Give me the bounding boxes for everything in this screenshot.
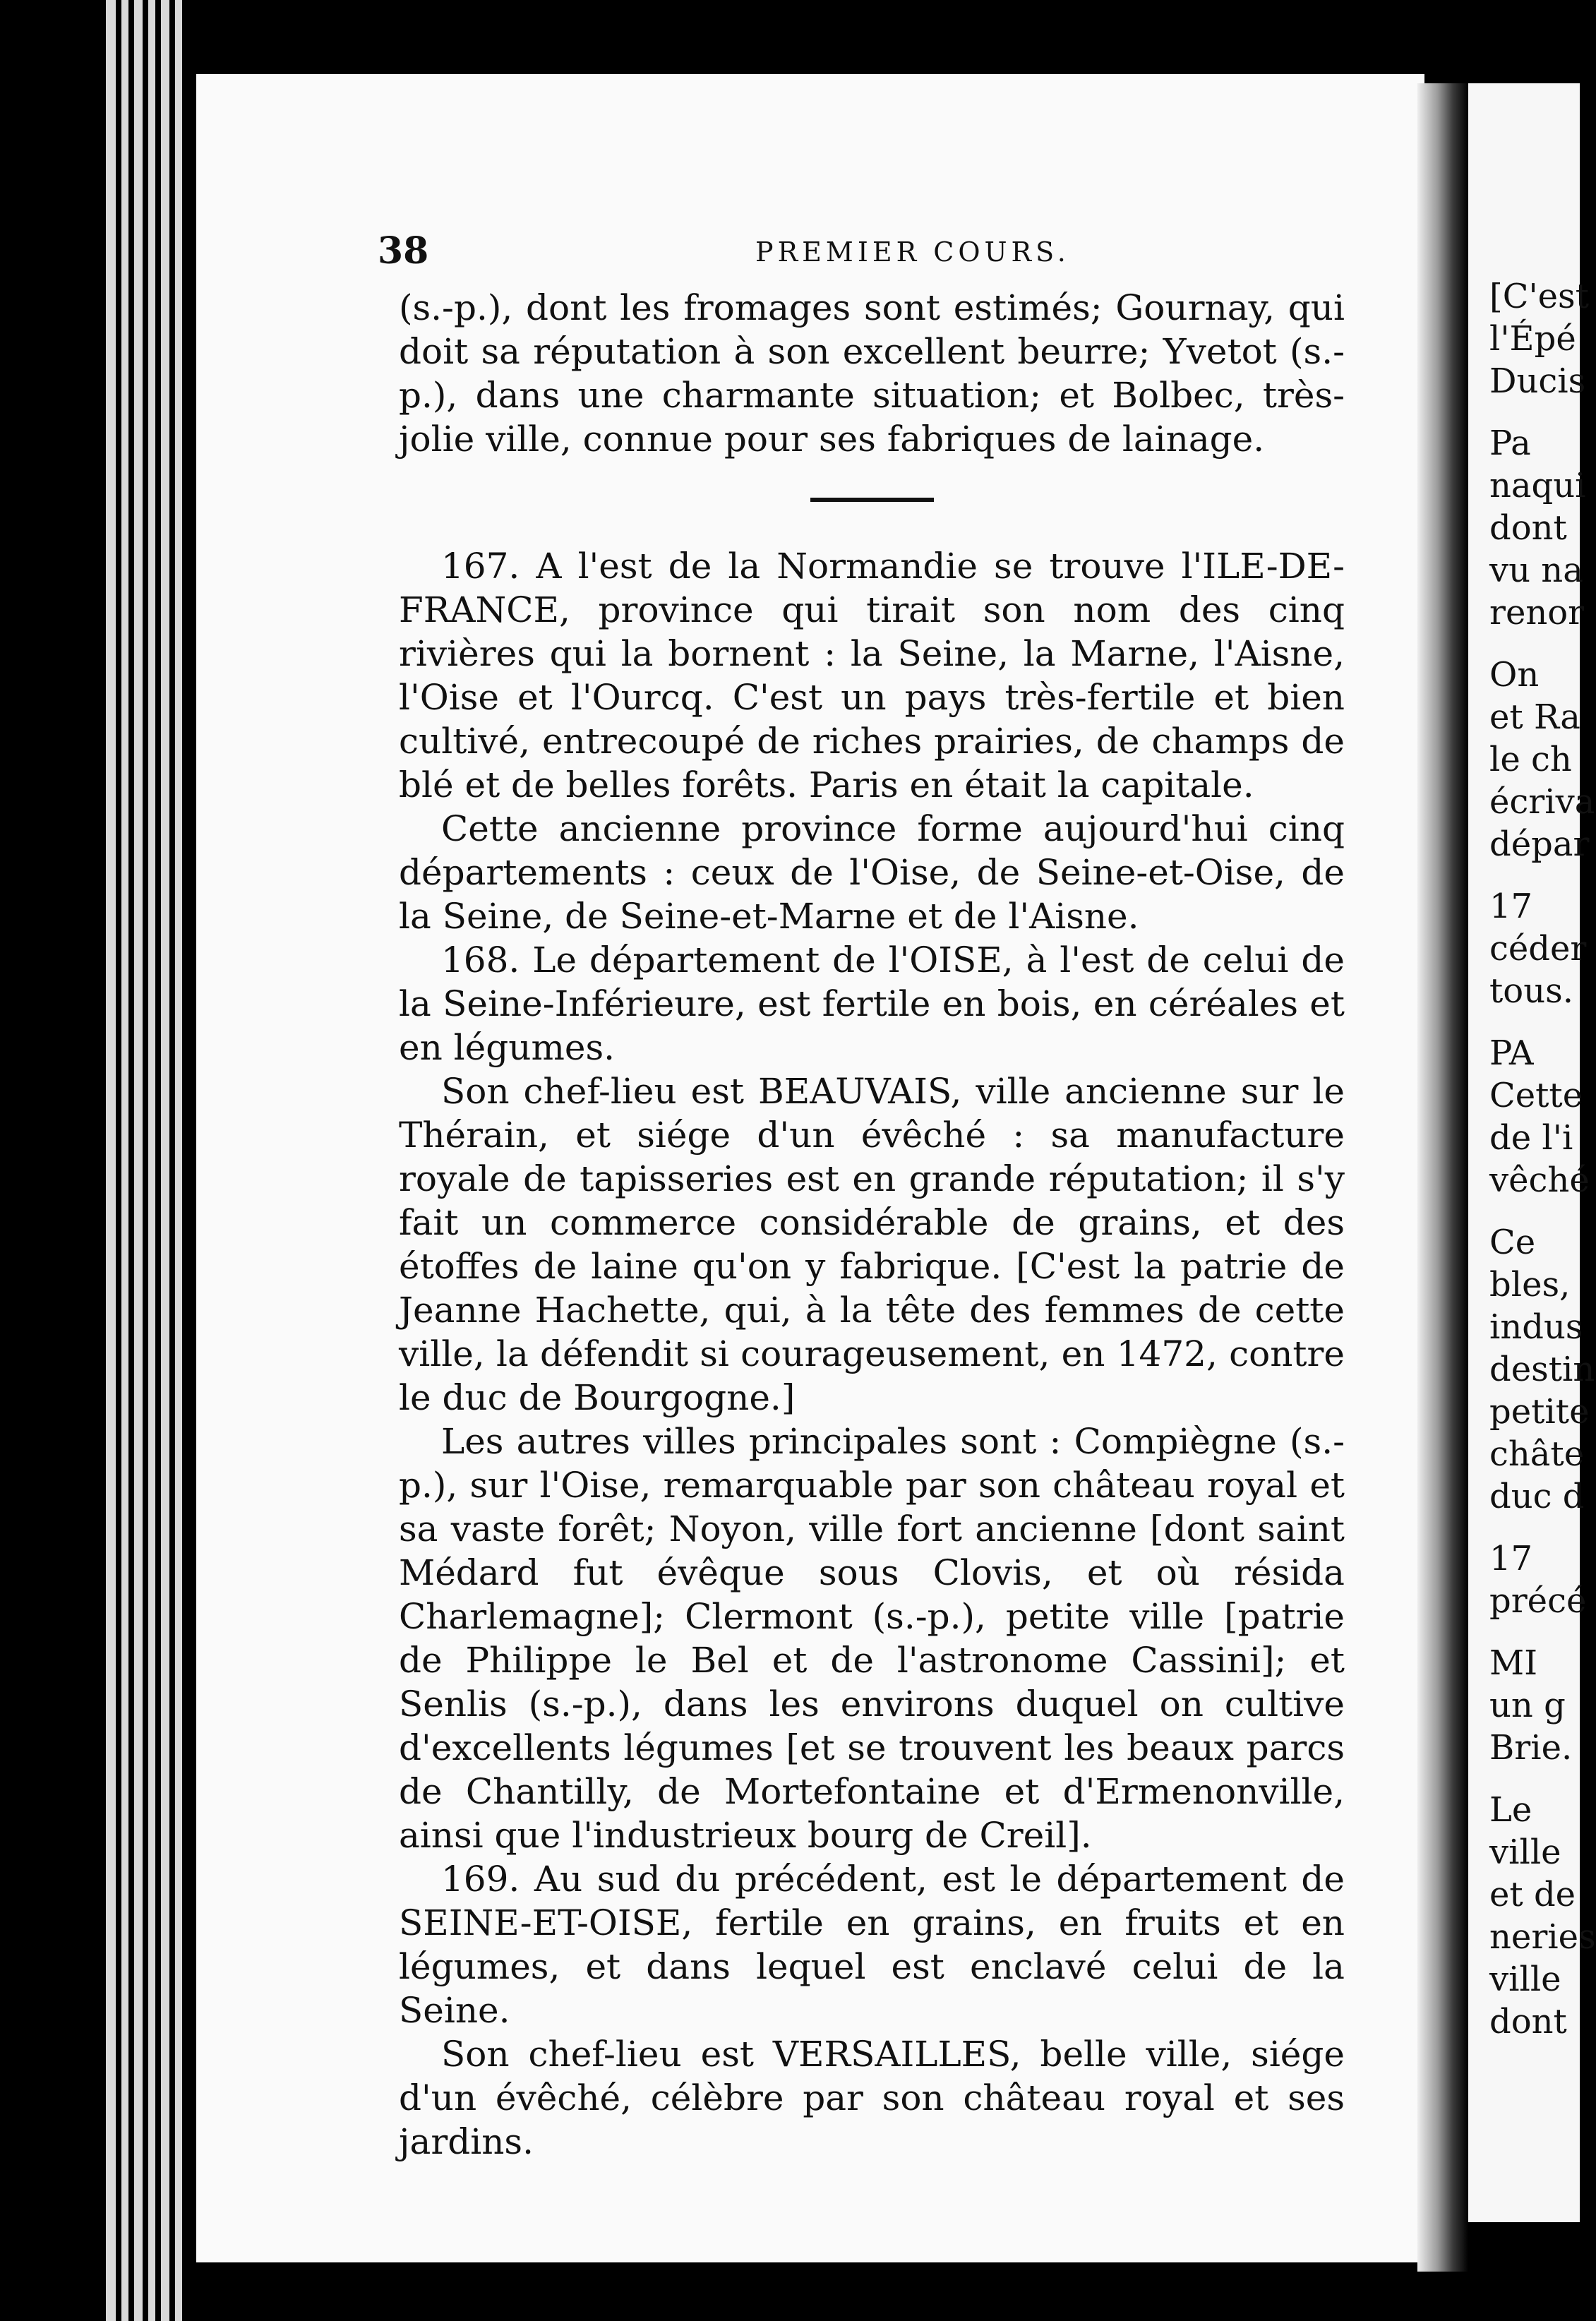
- fragment-line: [C'est: [1489, 277, 1589, 316]
- fragment-line: MI: [1489, 1643, 1538, 1683]
- fragment-line: précé: [1489, 1581, 1587, 1621]
- fragment-line: indus: [1489, 1307, 1583, 1347]
- fragment-line: On: [1489, 655, 1540, 695]
- fragment-line: l'Épé: [1489, 319, 1576, 359]
- book-gutter: [1417, 83, 1468, 2272]
- fragment-line: vu na: [1489, 551, 1583, 590]
- fragment-line: neries: [1489, 1917, 1596, 1957]
- fragment-line: un g: [1489, 1686, 1566, 1725]
- fragment-line: renor: [1489, 593, 1585, 632]
- paragraph: (s.-p.), dont les fromages sont estimés; Gournay, qui doit sa réputation à son excellent beurre; Yvetot (s.-p.), dans une charmante situation; et Bolbec, très-jolie ville, connue pour ses fabriques de lainage.: [399, 287, 1345, 460]
- fragment-line: Pa: [1489, 424, 1531, 463]
- fragment-line: 17: [1489, 887, 1533, 926]
- fragment-line: de l'i: [1489, 1118, 1573, 1158]
- running-title: PREMIER COURS.: [755, 236, 1070, 268]
- fragment-line: tous.: [1489, 971, 1573, 1011]
- fragment-line: Ducis: [1489, 361, 1586, 401]
- fragment-line: ville: [1489, 1960, 1561, 1999]
- fragment-line: écriva: [1489, 782, 1595, 822]
- page-number: 38: [378, 229, 429, 272]
- fragment-line: Cette: [1489, 1076, 1583, 1115]
- fragment-line: Le: [1489, 1790, 1532, 1830]
- fragment-line: châte: [1489, 1434, 1585, 1474]
- fragment-line: et Ra: [1489, 697, 1580, 737]
- paragraph: Son chef-lieu est VERSAILLES, belle ville, siége d'un évêché, célèbre par son château royal et ses jardins.: [399, 2034, 1345, 2162]
- paragraph: Cette ancienne province forme aujourd'hui cinq départements : ceux de l'Oise, de Seine-et-Oise, de la Seine, de Seine-et-Marne et de l'Aisne.: [399, 808, 1345, 937]
- fragment-line: dépar: [1489, 824, 1590, 864]
- fragment-line: bles,: [1489, 1265, 1571, 1305]
- page-text: [399, 286, 1345, 2164]
- fragment-line: dont: [1489, 508, 1567, 548]
- fragment-line: PA: [1489, 1033, 1534, 1073]
- fragment-line: céder: [1489, 929, 1587, 968]
- fragment-line: le ch: [1489, 740, 1572, 779]
- book-edge: [0, 0, 205, 2321]
- right-page-text: [1489, 275, 1596, 2043]
- fragment-line: dont: [1489, 2002, 1567, 2041]
- paragraph: Les autres villes principales sont : Compiègne (s.-p.), sur l'Oise, remarquable par son château royal et sa vaste forêt; Noyon, ville fort ancienne [dont saint Médard fut évêque sous Clovis, et où résida Charlemagne]; Clermont (s.-p.), petite ville [patrie de Philippe le Bel et de l'astronome Cassini]; et Senlis (s.-p.), dans les environs duquel on cultive d'excellents légumes [et se trouvent les beaux parcs de Chantilly, de Mortefontaine et d'Ermenonville, ainsi que l'industrieux bourg de Creil].: [399, 1421, 1345, 1856]
- paragraph: 169. Au sud du précédent, est le département de SEINE-ET-OISE, fertile en grains, en fruits et en légumes, et dans lequel est enclavé celui de la Seine.: [399, 1859, 1345, 2031]
- fragment-line: et de: [1489, 1875, 1576, 1914]
- fragment-line: ville: [1489, 1833, 1561, 1872]
- fragment-line: petite: [1489, 1392, 1590, 1432]
- paragraph: Son chef-lieu est BEAUVAIS, ville ancienne sur le Thérain, et siége d'un évêché : sa manufacture royale de tapisseries est en grande réputation; il s'y fait un commerce considérable de grains, et des étoffes de laine qu'on y fabrique. [C'est la patrie de Jeanne Hachette, qui, à la tête des femmes de cette ville, la défendit si courageusement, en 1472, contre le duc de Bourgogne.]: [399, 1071, 1345, 1418]
- fragment-line: destin: [1489, 1350, 1595, 1389]
- fragment-line: Brie.: [1489, 1728, 1573, 1768]
- section-divider: [810, 498, 934, 502]
- paragraph: 168. Le département de l'OISE, à l'est de celui de la Seine-Inférieure, est fertile en bois, en céréales et en légumes.: [399, 940, 1345, 1068]
- fragment-line: 17: [1489, 1539, 1533, 1578]
- fragment-line: Ce: [1489, 1223, 1536, 1262]
- paragraph: 167. A l'est de la Normandie se trouve l'ILE-DE-FRANCE, province qui tirait son nom des cinq rivières qui la bornent : la Seine, la Marne, l'Aisne, l'Oise et l'Ourcq. C'est un pays très-fertile et bien cultivé, entrecoupé de riches prairies, de champs de blé et de belles forêts. Paris en était la capitale.: [399, 546, 1345, 805]
- fragment-line: naqui: [1489, 466, 1586, 505]
- fragment-line: vêché: [1489, 1160, 1590, 1200]
- page-header: [378, 229, 1366, 272]
- fragment-line: duc d: [1489, 1477, 1585, 1516]
